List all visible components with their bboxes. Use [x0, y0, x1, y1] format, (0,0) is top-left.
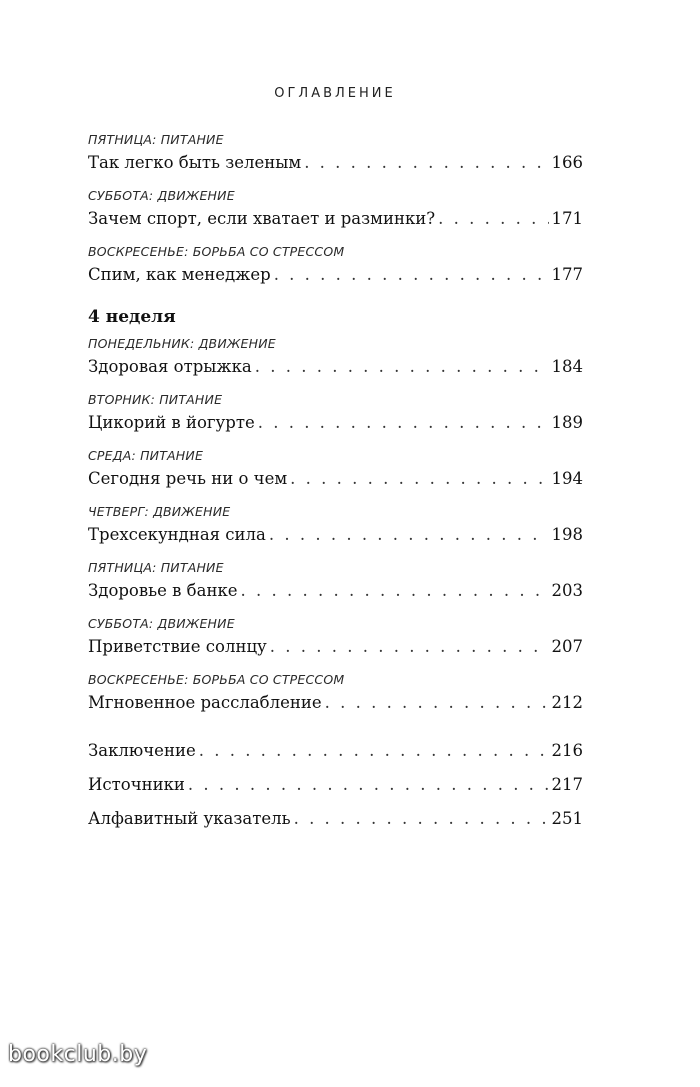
entry-page-number: 171	[551, 209, 583, 228]
dot-leader	[258, 410, 549, 436]
dot-leader	[241, 578, 549, 604]
watermark: bookclub.by	[8, 1042, 148, 1067]
section-label: СУББОТА: ДВИЖЕНИЕ	[88, 188, 235, 203]
dot-leader	[255, 354, 549, 380]
entry-title: Сегодня речь ни о чем	[88, 469, 288, 488]
toc-entry[interactable]	[88, 690, 583, 716]
entry-title: Так легко быть зеленым	[88, 153, 302, 172]
toc-group	[88, 334, 583, 380]
dot-leader	[188, 768, 549, 802]
toc-group	[88, 558, 583, 604]
toc-entry[interactable]	[88, 734, 583, 768]
entry-title: Спим, как менеджер	[88, 265, 271, 284]
entry-title: Заключение	[88, 741, 196, 760]
toc-entry[interactable]	[88, 206, 583, 232]
toc-entry[interactable]	[88, 150, 583, 176]
entry-title: Цикорий в йогурте	[88, 413, 255, 432]
entry-title: Мгновенное расслабление	[88, 693, 322, 712]
entry-page-number: 203	[551, 581, 583, 600]
entry-page-number: 216	[551, 741, 583, 760]
toc-group	[88, 390, 583, 436]
section-label: ЧЕТВЕРГ: ДВИЖЕНИЕ	[88, 504, 231, 519]
toc-group	[88, 242, 583, 288]
dot-leader	[290, 466, 548, 492]
toc-entry[interactable]	[88, 578, 583, 604]
table-of-contents	[88, 130, 583, 836]
dot-leader	[304, 150, 548, 176]
toc-entry[interactable]	[88, 410, 583, 436]
section-label: ПОНЕДЕЛЬНИК: ДВИЖЕНИЕ	[88, 336, 276, 351]
toc-group	[88, 502, 583, 548]
entry-title: Алфавитный указатель	[88, 809, 291, 828]
entry-title: Здоровье в банке	[88, 581, 238, 600]
toc-group	[88, 130, 583, 176]
dot-leader	[294, 802, 549, 836]
entry-page-number: 212	[551, 693, 583, 712]
section-label: ПЯТНИЦА: ПИТАНИЕ	[88, 560, 224, 575]
section-label: ВОСКРЕСЕНЬЕ: БОРЬБА СО СТРЕССОМ	[88, 672, 345, 687]
toc-entry[interactable]	[88, 466, 583, 492]
toc-entry[interactable]	[88, 262, 583, 288]
entry-page-number: 207	[551, 637, 583, 656]
toc-entry[interactable]	[88, 354, 583, 380]
toc-entry[interactable]	[88, 802, 583, 836]
week-heading: 4 неделя	[88, 307, 176, 327]
dot-leader	[269, 522, 549, 548]
dot-leader	[199, 734, 549, 768]
dot-leader	[438, 206, 548, 232]
entry-page-number: 198	[551, 525, 583, 544]
entry-page-number: 177	[551, 265, 583, 284]
entry-title: Приветствие солнцу	[88, 637, 267, 656]
section-label: ВОСКРЕСЕНЬЕ: БОРЬБА СО СТРЕССОМ	[88, 244, 345, 259]
entry-page-number: 194	[551, 469, 583, 488]
dot-leader	[325, 690, 549, 716]
section-label: СРЕДА: ПИТАНИЕ	[88, 448, 204, 463]
toc-entry[interactable]	[88, 768, 583, 802]
entry-title: Источники	[88, 775, 185, 794]
toc-group	[88, 670, 583, 716]
entry-page-number: 166	[551, 153, 583, 172]
dot-leader	[270, 634, 549, 660]
entry-page-number: 189	[551, 413, 583, 432]
page-title: ОГЛАВЛЕНИЕ	[274, 86, 396, 101]
toc-group	[88, 614, 583, 660]
section-label: ВТОРНИК: ПИТАНИЕ	[88, 392, 223, 407]
entry-page-number: 184	[551, 357, 583, 376]
toc-group	[88, 186, 583, 232]
entry-title: Трехсекундная сила	[88, 525, 266, 544]
toc-group	[88, 446, 583, 492]
toc-entry[interactable]	[88, 634, 583, 660]
section-label: ПЯТНИЦА: ПИТАНИЕ	[88, 132, 224, 147]
back-matter-list	[88, 734, 583, 836]
toc-entry[interactable]	[88, 522, 583, 548]
entry-page-number: 251	[551, 809, 583, 828]
dot-leader	[274, 262, 549, 288]
section-label: СУББОТА: ДВИЖЕНИЕ	[88, 616, 235, 631]
entry-title: Здоровая отрыжка	[88, 357, 252, 376]
entry-title: Зачем спорт, если хватает и разминки?	[88, 209, 436, 228]
entry-page-number: 217	[551, 775, 583, 794]
